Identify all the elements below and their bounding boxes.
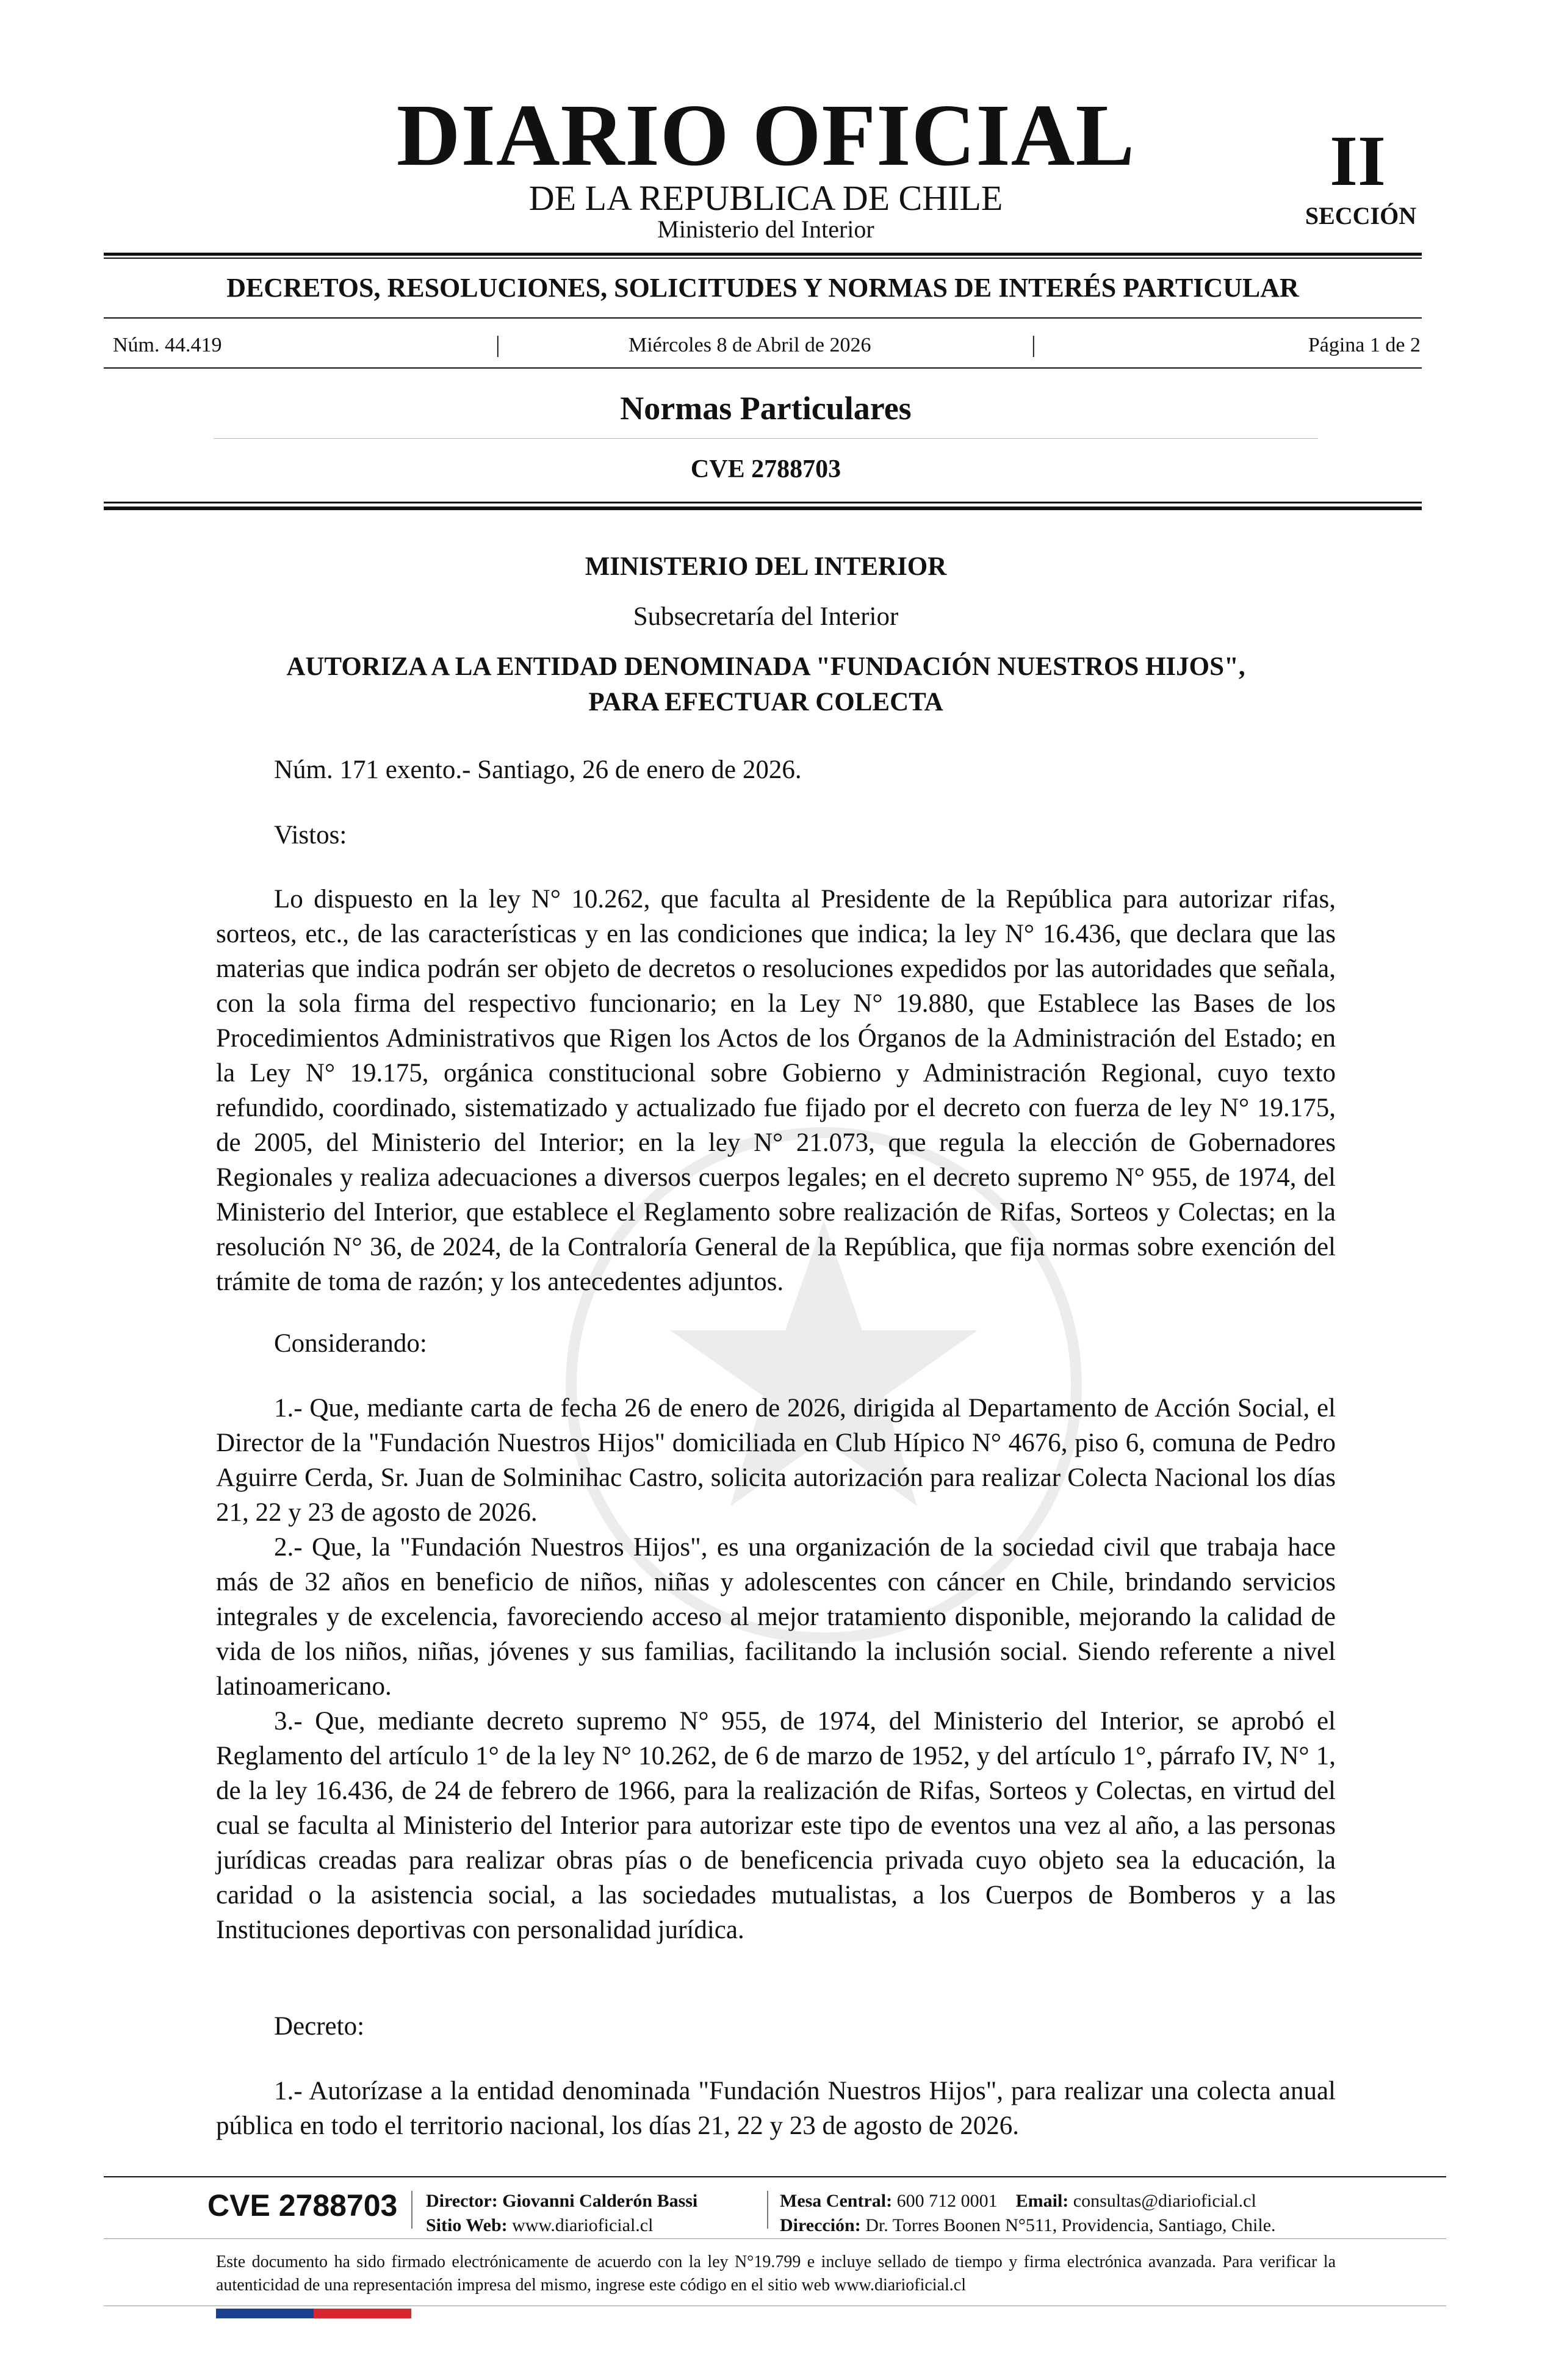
footer-director-label: Director: bbox=[426, 2191, 498, 2211]
footer-director-name: Giovanni Calderón Bassi bbox=[502, 2191, 698, 2211]
considerando-1: 1.- Que, mediante carta de fecha 26 de enero de 2026, dirigida al Departamento de Acción Social, el Director de la "Fundación Nuestros Hijos" domiciliada en Club Hípico N° 4676, piso 6, comuna de Pedro Aguirre Cerda, Sr. Juan de Solminihac Castro, solicita autorización para realizar Colecta Nacional los días 21, 22 y 23 de agosto de 2026. bbox=[216, 1394, 1336, 1527]
footer-rule-top bbox=[104, 2176, 1446, 2177]
issue-date: Miércoles 8 de Abril de 2026 bbox=[629, 334, 871, 356]
masthead-ministry: Ministerio del Interior bbox=[657, 215, 874, 243]
footer-divider bbox=[767, 2191, 768, 2229]
page-indicator: Página 1 de 2 bbox=[1308, 334, 1421, 356]
considerando-label: Considerando: bbox=[274, 1329, 427, 1358]
footer-web-label: Sitio Web: bbox=[426, 2215, 508, 2235]
footer-website bbox=[426, 2213, 653, 2238]
masthead-rule-thin bbox=[104, 258, 1422, 259]
footer-address bbox=[780, 2213, 1276, 2238]
header-rule-thick bbox=[104, 507, 1422, 510]
decree-number: Núm. 171 exento.- Santiago, 26 de enero de 2026. bbox=[274, 755, 802, 784]
meta-rule-top bbox=[104, 317, 1422, 319]
section-label: SECCIÓN bbox=[1305, 202, 1417, 229]
footer-rule-mid bbox=[104, 2238, 1446, 2239]
category-heading: DECRETOS, RESOLUCIONES, SOLICITUDES Y NORMAS DE INTERÉS PARTICULAR bbox=[226, 273, 1299, 303]
footer-director bbox=[426, 2189, 697, 2213]
footer-web-link[interactable]: www.diarioficial.cl bbox=[512, 2215, 654, 2235]
cve-code: CVE 2788703 bbox=[690, 455, 841, 483]
footer-cve: CVE 2788703 bbox=[207, 2188, 398, 2223]
section-heading-rule bbox=[214, 438, 1318, 439]
meta-separator: | bbox=[1031, 332, 1036, 358]
flag-stripe-blue bbox=[216, 2309, 314, 2318]
footer-address-label: Dirección: bbox=[780, 2215, 861, 2235]
section-number: II bbox=[1330, 121, 1386, 201]
footer-email[interactable]: consultas@diarioficial.cl bbox=[1073, 2191, 1256, 2211]
header-rule bbox=[104, 502, 1422, 503]
considerando-2: 2.- Que, la "Fundación Nuestros Hijos", es una organización de la sociedad civil que trabaja hace más de 32 años en beneficio de niños, niñas y adolescentes con cáncer en Chile, brindando servicios integrales y de excelencia, favoreciendo acceso al mejor tratamiento disponible, mejorando la calidad de vida de los niños, niñas, jóvenes y sus familias, facilitando la inclusión social. Siendo referente a nivel latinoamericano. bbox=[216, 1533, 1336, 1701]
footer-contact bbox=[780, 2189, 1256, 2213]
meta-rule-bottom bbox=[104, 367, 1422, 369]
considerando-3: 3.- Que, mediante decreto supremo N° 955, de 1974, del Ministerio del Interior, se aprobó el Reglamento del artículo 1° de la ley N° 10.262, de 6 de marzo de 1952, y del artículo 1°, párrafo IV, N° 1, de la ley 16.436, de 24 de febrero de 1966, para la realización de Rifas, Sorteos y Colectas, en virtud del cual se faculta al Ministerio del Interior para autorizar este tipo de eventos una vez al año, a las personas jurídicas creadas para realizar obras pías o de beneficencia privada cuyo objeto sea la educación, la caridad o la asistencia social, a las sociedades mutualistas, a los Cuerpos de Bomberos y a las Instituciones deportivas con personalidad jurídica. bbox=[216, 1707, 1336, 1944]
issue-number: Núm. 44.419 bbox=[113, 334, 222, 356]
footer-address-text: Dr. Torres Boonen N°511, Providencia, Santiago, Chile. bbox=[865, 2215, 1276, 2235]
footer-mesa-label: Mesa Central: bbox=[780, 2191, 893, 2211]
document-title-line1: AUTORIZA A LA ENTIDAD DENOMINADA "FUNDACIÓN NUESTROS HIJOS", bbox=[286, 652, 1245, 681]
masthead-title: DIARIO OFICIAL bbox=[396, 87, 1136, 184]
footer-divider bbox=[411, 2191, 412, 2229]
footer-mesa-phone: 600 712 0001 bbox=[896, 2191, 998, 2211]
meta-separator: | bbox=[495, 332, 500, 358]
decreto-label: Decreto: bbox=[274, 2012, 365, 2041]
document-ministry: MINISTERIO DEL INTERIOR bbox=[585, 552, 947, 581]
decreto-1: 1.- Autorízase a la entidad denominada "Fundación Nuestros Hijos", para realizar una colecta anual pública en todo el territorio nacional, los días 21, 22 y 23 de agosto de 2026. bbox=[216, 2077, 1336, 2140]
vistos-paragraph: Lo dispuesto en la ley N° 10.262, que faculta al Presidente de la República para autorizar rifas, sorteos, etc., de las características y en las condiciones que indica; la ley N° 16.436, que declara que las materias que indica podrán ser objeto de decretos o resoluciones expedidos por las autoridades que señala, con la sola firma del respectivo funcionario; en la Ley N° 19.880, que Establece las Bases de los Procedimientos Administrativos que Rigen los Actos de los Órganos de la Administración del Estado; en la Ley N° 19.175, orgánica constitucional sobre Gobierno y Administración Regional, cuyo texto refundido, coordinado, sistematizado y actualizado fue fijado por el decreto con fuerza de ley N° 19.175, de 2005, del Ministerio del Interior; en la ley N° 21.073, que regula la elección de Gobernadores Regionales y realiza adecuaciones a diversos cuerpos legales; en el decreto supremo N° 955, de 1974, del Ministerio del Interior, que establece el Reglamento sobre realización de Rifas, Sorteos y Colectas; en la resolución N° 36, de 2024, de la Contraloría General de la República, que fija normas sobre exención del trámite de toma de razón; y los antecedentes adjuntos. bbox=[216, 885, 1336, 1296]
section-heading: Normas Particulares bbox=[620, 390, 912, 427]
masthead-rule bbox=[104, 253, 1422, 256]
document-title-line2: PARA EFECTUAR COLECTA bbox=[588, 688, 943, 716]
footer-note: Este documento ha sido firmado electrónicamente de acuerdo con la ley N°19.799 e incluye sellado de tiempo y firma electrónica avanzada. Para verificar la autenticidad de una representación impresa del mismo, ingrese este código en el sitio web www.diarioficial.cl bbox=[216, 2252, 1336, 2295]
vistos-label: Vistos: bbox=[274, 821, 347, 849]
document-subsecretary: Subsecretaría del Interior bbox=[633, 602, 899, 631]
masthead-subtitle: DE LA REPUBLICA DE CHILE bbox=[528, 178, 1003, 218]
footer-email-label: Email: bbox=[1015, 2191, 1069, 2211]
flag-stripe-red bbox=[314, 2309, 411, 2318]
